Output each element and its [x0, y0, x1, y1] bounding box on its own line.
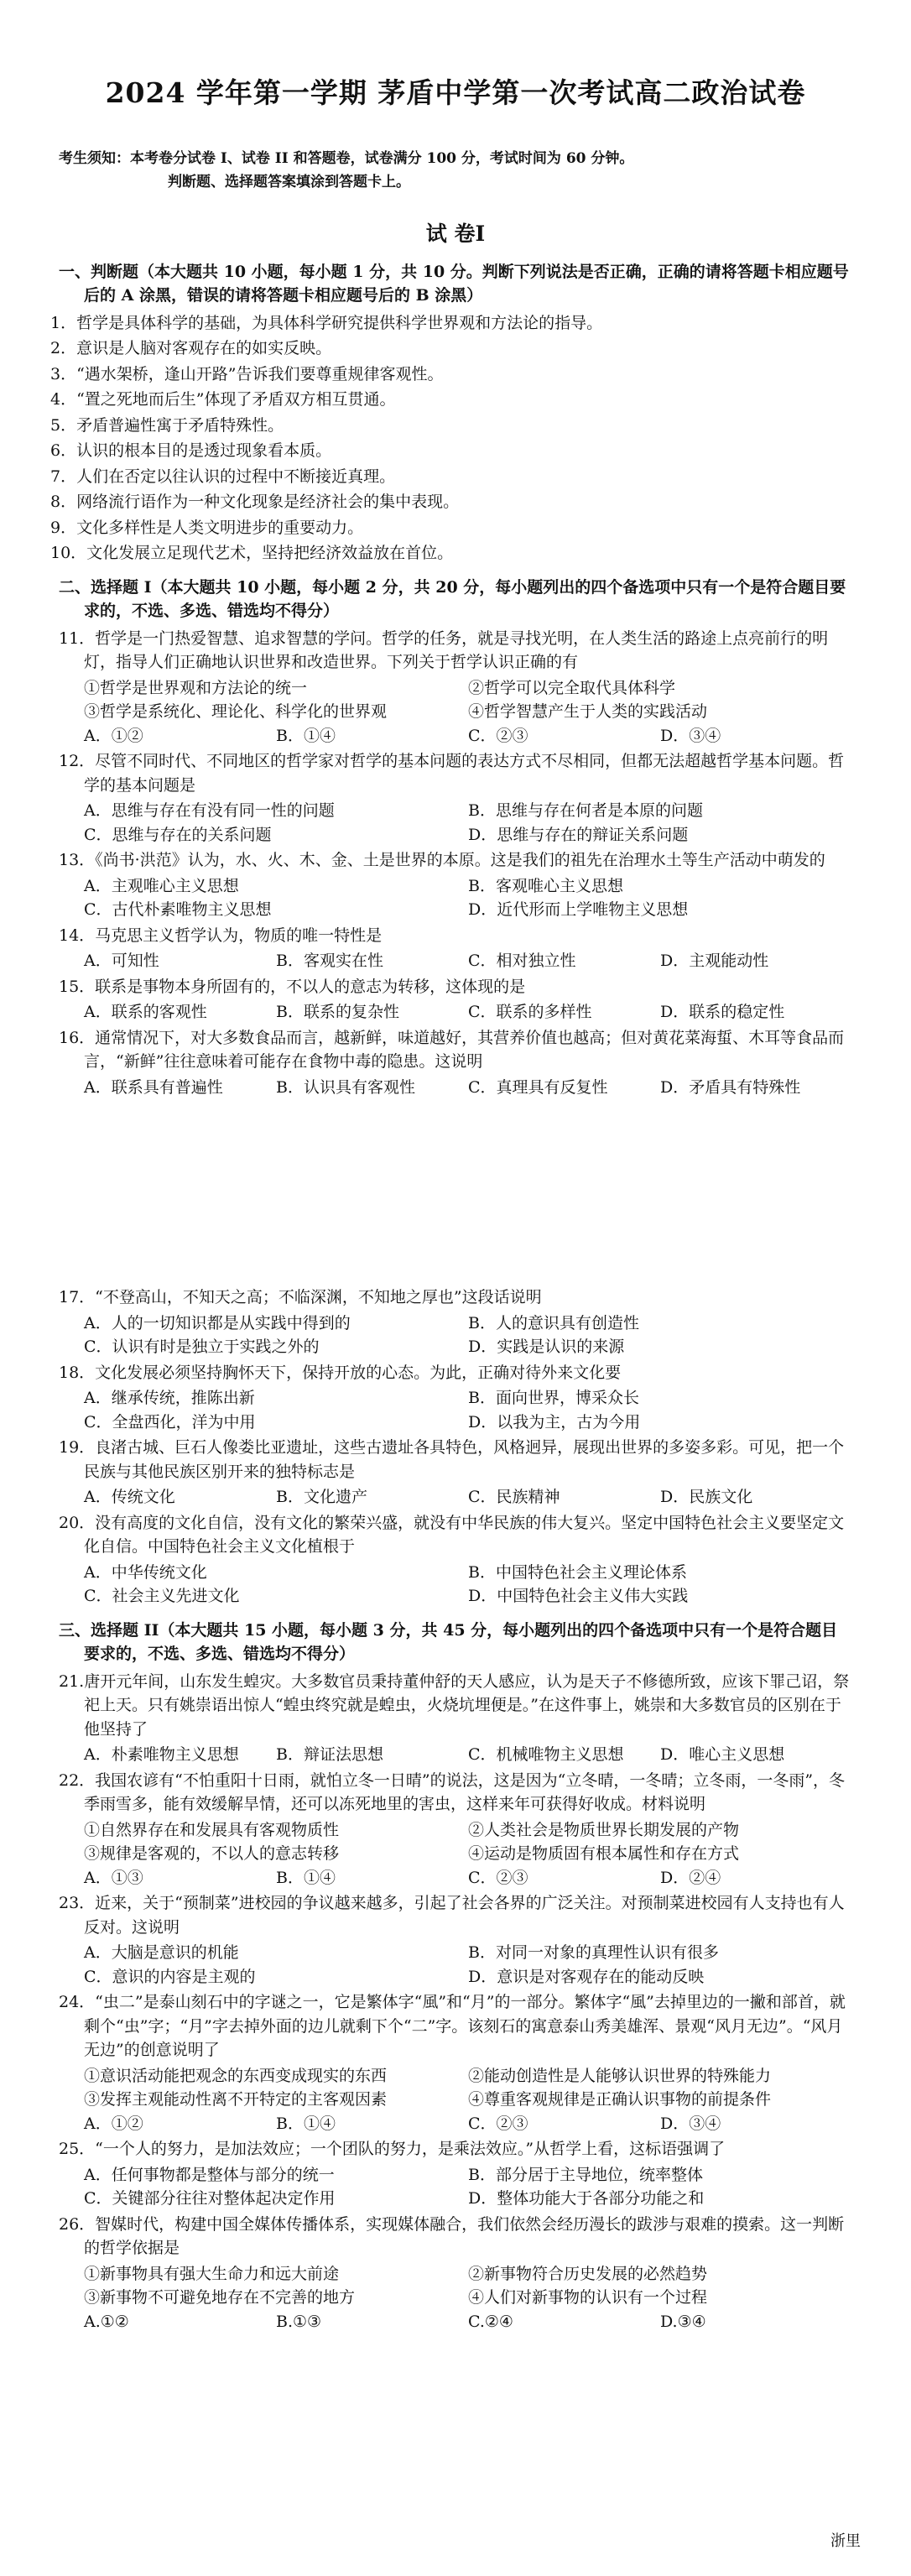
section-1-heading: 一、判断题（本大题共 10 小题，每小题 1 分，共 10 分。判断下列说法是否正确，正确的请将答题卡相应题号后的 A 涂黑，错误的请将答题卡相应题号后的 B 涂黑）: [59, 262, 849, 305]
statement: ④运动是物质固有根本属性和存在方式: [468, 1844, 740, 1864]
question-26-options: [59, 2310, 852, 2334]
tf-item-7: 7．人们在否定以往认识的过程中不断接近真理。: [50, 467, 396, 486]
question-19-options: [59, 1485, 852, 1510]
question-20-stem: 20．没有高度的文化自信，没有文化的繁荣兴盛，就没有中华民族的伟大复兴。坚定中国特色社会主义要坚定文化自信。中国特色社会主义文化植根于: [59, 1513, 845, 1557]
option-a: A．中华传统文化: [84, 1562, 207, 1582]
question-17-options: [59, 1311, 852, 1359]
option-b: B．中国特色社会主义理论体系: [468, 1562, 687, 1582]
option-d: D．矛盾具有特殊性: [660, 1077, 801, 1097]
statement: ③规律是客观的，不以人的意志转移: [84, 1844, 340, 1864]
option-b: B．部分居于主导地位，统率整体: [468, 2165, 703, 2184]
statement: ①自然界存在和发展具有客观物质性: [84, 1820, 340, 1839]
option-c: C．②③: [468, 1868, 528, 1887]
option-a: A．思维与存在有没有同一性的问题: [84, 801, 335, 821]
option-c: C．关键部分往往对整体起决定作用: [84, 2189, 336, 2208]
question-18-options: [59, 1386, 852, 1434]
option-a: A．①②: [84, 726, 143, 745]
option-c: C．联系的多样性: [468, 1003, 592, 1022]
question-24-stem: 24．“虫二”是泰山刻石中的字谜之一，它是繁体字“風”和“月”的一部分。繁体字“風”去掉里边的一撇和部首，就剩个“虫”字；“月”字去掉外面的边儿就剩下个“二”字。该刻石的寓意泰山秀美雄浑、景观“风月无边”。“风月无边”的创意说明了: [59, 1993, 846, 2060]
statement: ③哲学是系统化、理论化、科学化的世界观: [84, 702, 388, 722]
statement: ②哲学可以完全取代具体科学: [468, 678, 676, 697]
question-23-stem: 23．近来，关于“预制菜”进校园的争议越来越多，引起了社会各界的广泛关注。对预制菜进校园有人支持也有人反对。这说明: [59, 1894, 845, 1937]
tf-item-10: 10．文化发展立足现代艺术，坚持把经济效益放在首位。: [50, 544, 454, 563]
question-15-options: [59, 1000, 852, 1025]
option-a: A.①②: [84, 2312, 129, 2331]
option-c: C．全盘西化，洋为中用: [84, 1412, 256, 1431]
statement: ④哲学智慧产生于人类的实践活动: [468, 702, 708, 722]
statement: ③发挥主观能动性离不开特定的主客观因素: [84, 2090, 388, 2109]
option-d: D．以我为主，古为今用: [468, 1412, 641, 1431]
paper-1-title: 试 卷I: [425, 222, 486, 247]
question-17-stem: 17．“不登高山，不知天之高；不临深渊，不知地之厚也”这段话说明: [59, 1288, 542, 1307]
option-d: D．民族文化: [660, 1488, 753, 1507]
option-d: D．思维与存在的辩证关系问题: [468, 825, 689, 844]
option-c: C．机械唯物主义思想: [468, 1745, 624, 1765]
option-b: B．辩证法思想: [276, 1745, 383, 1765]
option-b: B．认识具有客观性: [276, 1077, 415, 1097]
statement: ②新事物符合历史发展的必然趋势: [468, 2264, 708, 2283]
question-22-options: [59, 1866, 852, 1890]
option-b: B．面向世界，博采众长: [468, 1389, 639, 1408]
question-15-stem: 15．联系是事物本身所固有的，不以人的意志为转移，这体现的是: [59, 977, 526, 996]
option-d: D．②④: [660, 1868, 721, 1887]
question-21-stem: 21.唐开元年间，山东发生蝗灾。大多数官员秉持董仲舒的天人感应，认为是天子不修德所致，应该下罪己诏，祭祀上天。只有姚崇语出惊人“蝗虫终究就是蝗虫，火烧坑埋便是。”在这件事上，姚崇和大多数官员的区别在于他坚持了: [59, 1671, 850, 1739]
statement: ①意识活动能把观念的东西变成现实的东西: [84, 2066, 388, 2085]
option-a: A．任何事物都是整体与部分的统一: [84, 2165, 335, 2184]
question-12-stem: 12．尽管不同时代、不同地区的哲学家对哲学的基本问题的表达方式不尽相同，但都无法超越哲学基本问题。哲学的基本问题是: [59, 752, 845, 795]
question-18-stem: 18．文化发展必须坚持胸怀天下，保持开放的心态。为此，正确对待外来文化要: [59, 1363, 622, 1382]
option-b: B．客观唯心主义思想: [468, 876, 623, 895]
option-a: A．可知性: [84, 952, 159, 971]
option-d: D．联系的稳定性: [660, 1003, 785, 1022]
option-a: A．继承传统，推陈出新: [84, 1389, 255, 1408]
footer-mark: 浙里: [830, 2532, 861, 2550]
option-d: D．中国特色社会主义伟大实践: [468, 1587, 689, 1606]
option-d: D．③④: [660, 726, 721, 745]
question-22-stem: 22．我国农谚有“不怕重阳十日雨，就怕立冬一日晴”的说法，这是因为“立冬晴，一冬晴；立冬雨，一冬雨”，冬季雨雪多，能有效缓解旱情，还可以冻死地里的害虫，这样来年可获得好收成。材料说明: [59, 1770, 846, 1814]
question-23-options: [59, 1941, 852, 1989]
option-c: C．思维与存在的关系问题: [84, 825, 272, 844]
question-11-stem: 11．哲学是一门热爱智慧、追求智慧的学问。哲学的任务，就是寻找光明，在人类生活的路途上点亮前行的明灯，指导人们正确地认识世界和改造世界。下列关于哲学认识正确的有: [59, 628, 829, 672]
option-b: B．文化遗产: [276, 1488, 367, 1507]
option-c: C．②③: [468, 2114, 528, 2133]
exam-title: 2024 学年第一学期 茅盾中学第一次考试高二政治试卷: [105, 76, 806, 109]
question-22-statements: [59, 1818, 852, 1866]
question-25-stem: 25．“一个人的努力，是加法效应；一个团队的努力，是乘法效应。”从哲学上看，这标语强调了: [59, 2140, 726, 2159]
tf-item-5: 5．矛盾普遍性寓于矛盾特殊性。: [50, 415, 284, 435]
option-d: D．主观能动性: [660, 952, 769, 971]
question-13-options: [59, 874, 852, 922]
question-25-options: [59, 2163, 852, 2211]
option-a: A．人的一切知识都是从实践中得到的: [84, 1313, 351, 1332]
option-b: B．思维与存在何者是本原的问题: [468, 801, 703, 821]
option-d: D．意识是对客观存在的能动反映: [468, 1967, 705, 1986]
statement: ④人们对新事物的认识有一个过程: [468, 2288, 708, 2307]
option-d: D．近代形而上学唯物主义思想: [468, 900, 689, 920]
option-d: D．实践是认识的来源: [468, 1338, 625, 1357]
question-16-options: [59, 1076, 852, 1100]
option-c: C．民族精神: [468, 1488, 560, 1507]
question-14-stem: 14．马克思主义哲学认为，物质的唯一特性是: [59, 926, 383, 945]
question-11-options: [59, 724, 852, 748]
statement: ②人类社会是物质世界长期发展的产物: [468, 1820, 740, 1839]
statement: ①哲学是世界观和方法论的统一: [84, 678, 308, 697]
tf-item-2: 2．意识是人脑对客观存在的如实反映。: [50, 339, 332, 358]
question-24-options: [59, 2112, 852, 2136]
option-c: C．②③: [468, 726, 528, 745]
option-a: A．大脑是意识的机能: [84, 1943, 239, 1963]
option-b: B．对同一对象的真理性认识有很多: [468, 1943, 719, 1963]
option-b: B．人的意识具有创造性: [468, 1313, 639, 1332]
question-13-stem: 13．《尚书·洪范》认为，水、火、木、金、土是世界的本原。这是我们的祖先在治理水土等生产活动中萌发的: [59, 851, 825, 870]
notice-line-2: 判断题、选择题答案填涂到答题卡上。: [168, 173, 410, 190]
option-a: A．朴素唯物主义思想: [84, 1745, 239, 1765]
statement: ②能动创造性是人能够认识世界的特殊能力: [468, 2066, 772, 2085]
option-b: B．①④: [276, 726, 336, 745]
option-c: C．意识的内容是主观的: [84, 1967, 256, 1986]
tf-item-8: 8．网络流行语作为一种文化现象是经济社会的集中表现。: [50, 493, 460, 512]
question-20-options: [59, 1561, 852, 1609]
option-d: D．③④: [660, 2114, 721, 2133]
tf-item-1: 1．哲学是具体科学的基础，为具体科学研究提供科学世界观和方法论的指导。: [50, 313, 603, 332]
question-11-statements: [59, 676, 852, 724]
statement: ①新事物具有强大生命力和远大前途: [84, 2264, 340, 2283]
question-26-stem: 26．智媒时代，构建中国全媒体传播体系，实现媒体融合，我们依然会经历漫长的跋涉与艰难的摸索。这一判断的哲学依据是: [59, 2214, 845, 2258]
notice-line-1: 考生须知：本考卷分试卷 I、试卷 II 和答题卷，试卷满分 100 分，考试时间为 60 分钟。: [59, 149, 634, 167]
statement: ④尊重客观规律是正确认识事物的前提条件: [468, 2090, 772, 2109]
question-26-statements: [59, 2262, 852, 2310]
option-c: C．认识有时是独立于实践之外的: [84, 1338, 320, 1357]
option-c: C．相对独立性: [468, 952, 576, 971]
tf-item-4: 4．“置之死地而后生”体现了矛盾双方相互贯通。: [50, 390, 396, 409]
tf-item-6: 6．认识的根本目的是透过现象看本质。: [50, 441, 332, 461]
section-2-heading: 二、选择题 I（本大题共 10 小题，每小题 2 分，共 20 分，每小题列出的四个备选项中只有一个是符合题目要求的，不选、多选、错选均不得分）: [59, 577, 846, 621]
blank-gap: [59, 1099, 852, 1284]
question-24-statements: [59, 2064, 852, 2112]
option-d: D．唯心主义思想: [660, 1745, 785, 1765]
option-c: C.②④: [468, 2312, 513, 2331]
option-b: B.①③: [276, 2312, 322, 2331]
option-a: A．传统文化: [84, 1488, 175, 1507]
question-19-stem: 19．良渚古城、巨石人像娄比亚遗址，这些古遗址各具特色，风格迥异，展现出世界的多姿多彩。可见，把一个民族与其他民族区别开来的独特标志是: [59, 1438, 845, 1481]
option-a: A．①②: [84, 2114, 143, 2133]
option-a: A．联系具有普遍性: [84, 1077, 223, 1097]
tf-item-3: 3．“遇水架桥，逢山开路”告诉我们要尊重规律客观性。: [50, 364, 444, 383]
question-14-options: [59, 949, 852, 973]
option-b: B．①④: [276, 1868, 336, 1887]
option-c: C．真理具有反复性: [468, 1077, 608, 1097]
option-d: D.③④: [660, 2312, 706, 2331]
question-21-options: [59, 1743, 852, 1767]
tf-item-9: 9．文化多样性是人类文明进步的重要动力。: [50, 518, 364, 537]
option-b: B．①④: [276, 2114, 336, 2133]
option-c: C．社会主义先进文化: [84, 1587, 240, 1606]
option-c: C．古代朴素唯物主义思想: [84, 900, 272, 920]
section-3-heading: 三、选择题 II（本大题共 15 小题，每小题 3 分，共 45 分，每小题列出的四个备选项中只有一个是符合题目要求的，不选、多选、错选均不得分）: [59, 1620, 838, 1664]
option-a: A．联系的客观性: [84, 1003, 207, 1022]
question-12-options: [59, 799, 852, 847]
question-16-stem: 16．通常情况下，对大多数食品而言，越新鲜，味道越好，其营养价值也越高；但对黄花菜海蜇、木耳等食品而言，“新鲜”往往意味着可能存在食物中毒的隐患。这说明: [59, 1028, 845, 1072]
option-a: A．①③: [84, 1868, 143, 1887]
option-b: B．联系的复杂性: [276, 1003, 399, 1022]
option-a: A．主观唯心主义思想: [84, 876, 239, 895]
option-b: B．客观实在性: [276, 952, 383, 971]
option-d: D．整体功能大于各部分功能之和: [468, 2189, 705, 2208]
statement: ③新事物不可避免地存在不完善的地方: [84, 2288, 356, 2307]
